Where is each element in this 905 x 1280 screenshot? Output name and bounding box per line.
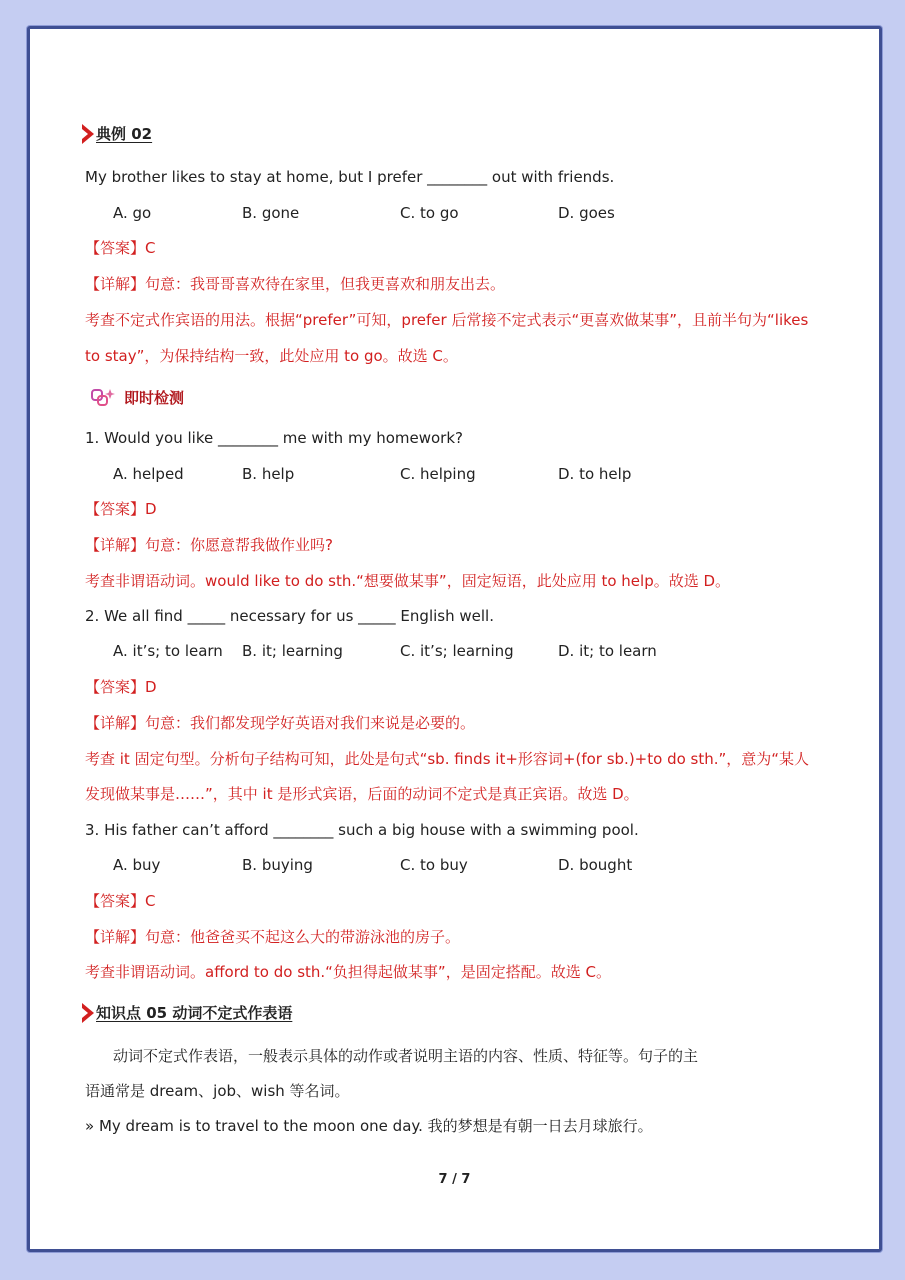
q3-option-c: C. to buy [400,856,468,874]
q1-question: 1. Would you like ________ me with my homework? [85,429,463,447]
example-heading [82,123,152,144]
q2-explain-2: 考查 it 固定句型。分析句子结构可知，此处是句式“sb. finds it+形容词+(for sb.)+to do sth.”，意为“某人 [85,750,810,768]
q2-option-d: D. it; to learn [558,642,657,660]
q2-question: 2. We all find _____ necessary for us _____ English well. [85,607,494,625]
q3-answer: 【答案】C [85,892,156,910]
example-explain-3: to stay”，为保持结构一致，此处应用 to go。故选 C。 [85,347,458,365]
q3-explain-2: 考查非谓语动词。afford to do sth.“负担得起做某事”，是固定搭配。故选 C。 [85,963,611,981]
q3-question: 3. His father can’t afford ________ such a big house with a swimming pool. [85,821,639,839]
document-page [27,26,882,1252]
q1-option-a: A. helped [113,465,184,483]
knowledge-paragraph-1: 动词不定式作表语，一般表示具体的动作或者说明主语的内容、性质、特征等。句子的主 [113,1047,699,1065]
example-option-d: D. goes [558,204,615,222]
knowledge-example: » My dream is to travel to the moon one day. 我的梦想是有朝一日去月球旅行。 [85,1117,653,1135]
q2-explain-1: 【详解】句意：我们都发现学好英语对我们来说是必要的。 [85,714,476,732]
example-explain-1: 【详解】句意：我哥哥喜欢待在家里，但我更喜欢和朋友出去。 [85,275,506,293]
knowledge-heading [82,1002,292,1023]
q2-option-a: A. it’s; to learn [113,642,223,660]
q3-explain-1: 【详解】句意：他爸爸买不起这么大的带游泳池的房子。 [85,928,461,946]
q1-option-d: D. to help [558,465,632,483]
knowledge-title: 知识点 05 动词不定式作表语 [96,1004,293,1022]
q1-explain-2: 考查非谓语动词。would like to do sth.“想要做某事”，固定短语，此处应用 to help。故选 D。 [85,572,731,590]
red-arrow-icon [82,124,94,144]
q1-answer: 【答案】D [85,500,157,518]
red-arrow-icon [82,1003,94,1023]
example-option-b: B. gone [242,204,300,222]
q3-option-b: B. buying [242,856,313,874]
q1-option-c: C. helping [400,465,476,483]
sparkle-check-icon [90,386,116,408]
check-heading [90,386,184,408]
example-explain-2: 考查不定式作宾语的用法。根据“prefer”可知，prefer 后常接不定式表示“更喜欢做某事”，且前半句为“likes [85,311,809,329]
knowledge-paragraph-2: 语通常是 dream、job、wish 等名词。 [85,1082,350,1100]
q3-option-a: A. buy [113,856,161,874]
q1-option-b: B. help [242,465,295,483]
q2-option-c: C. it’s; learning [400,642,514,660]
check-title: 即时检测 [124,388,185,407]
example-answer: 【答案】C [85,239,156,257]
q2-option-b: B. it; learning [242,642,343,660]
q3-option-d: D. bought [558,856,633,874]
q2-answer: 【答案】D [85,678,157,696]
example-option-a: A. go [113,204,152,222]
page-number: 7 / 7 [438,1172,471,1187]
q2-explain-3: 发现做某事是……”，其中 it 是形式宾语，后面的动词不定式是真正宾语。故选 D。 [85,785,639,803]
q1-explain-1: 【详解】句意：你愿意帮我做作业吗? [85,536,333,554]
example-question: My brother likes to stay at home, but I prefer ________ out with friends. [85,168,615,186]
example-option-c: C. to go [400,204,459,222]
example-title: 典例 02 [96,125,153,143]
